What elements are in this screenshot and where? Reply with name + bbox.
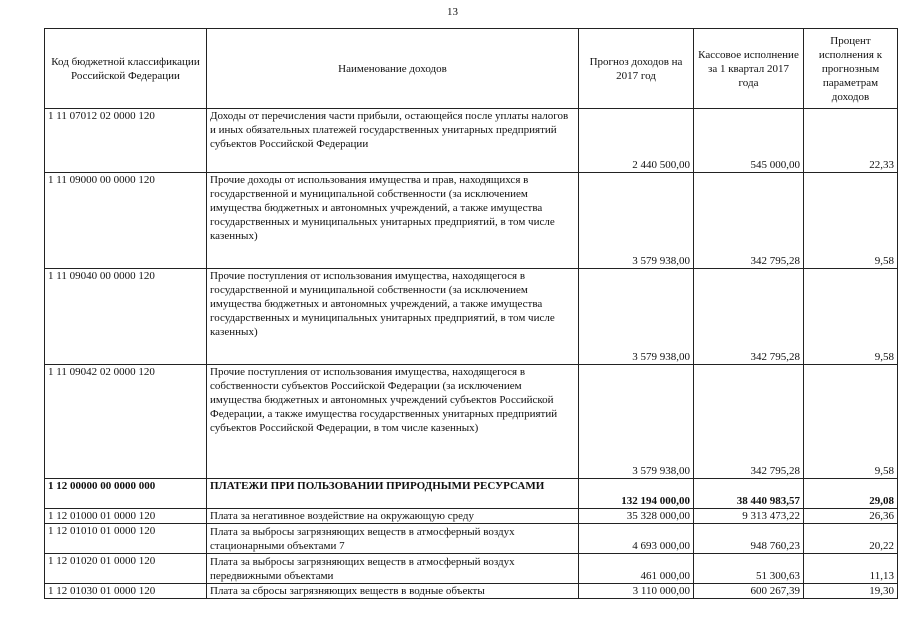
table-row [45, 479, 898, 509]
code-cell: 1 12 01030 01 0000 120 [45, 584, 207, 599]
actual-cell: 9 313 473,22 [694, 509, 804, 524]
header-forecast: Прогноз доходов на 2017 год [579, 29, 694, 109]
header-actual: Кассовое исполнение за 1 квартал 2017 года [694, 29, 804, 109]
actual-cell: 38 440 983,57 [694, 479, 804, 509]
percent-cell: 11,13 [804, 554, 898, 584]
percent-cell: 26,36 [804, 509, 898, 524]
percent-cell: 9,58 [804, 269, 898, 365]
code-cell: 1 12 00000 00 0000 000 [45, 479, 207, 509]
code-cell: 1 12 01020 01 0000 120 [45, 554, 207, 584]
name-cell: Прочие поступления от использования имущества, находящегося в собственности субъектов Российской Федерации (за исключением имущества бюджетных и автономных учреждений субъектов Российской Федерации, а также имущества государственных унитарных предприятий субъектов Российской Федерации, в том числе казенных) [207, 365, 579, 479]
code-cell: 1 11 09042 02 0000 120 [45, 365, 207, 479]
actual-cell: 342 795,28 [694, 365, 804, 479]
page-number: 13 [447, 6, 458, 18]
name-cell: Доходы от перечисления части прибыли, остающейся после уплаты налогов и иных обязательных платежей государственных унитарных предприятий субъектов Российской Федерации [207, 109, 579, 173]
code-cell: 1 12 01000 01 0000 120 [45, 509, 207, 524]
table-row [45, 509, 898, 524]
forecast-cell: 3 110 000,00 [579, 584, 694, 599]
header-code: Код бюджетной классификации Российской Федерации [45, 29, 207, 109]
percent-cell: 20,22 [804, 524, 898, 554]
name-cell: Прочие поступления от использования имущества, находящегося в государственной и муниципальной собственности (за исключением имущества бюджетных и автономных учреждений, а также имущества государственных и муниципальных унитарных предприятий, в том числе казенных) [207, 269, 579, 365]
table-row [45, 269, 898, 365]
header-name: Наименование доходов [207, 29, 579, 109]
table-row [45, 109, 898, 173]
name-cell: Плата за сбросы загрязняющих веществ в водные объекты [207, 584, 579, 599]
code-cell: 1 11 09040 00 0000 120 [45, 269, 207, 365]
forecast-cell: 132 194 000,00 [579, 479, 694, 509]
name-cell: ПЛАТЕЖИ ПРИ ПОЛЬЗОВАНИИ ПРИРОДНЫМИ РЕСУРСАМИ [207, 479, 579, 509]
actual-cell: 948 760,23 [694, 524, 804, 554]
actual-cell: 342 795,28 [694, 173, 804, 269]
actual-cell: 545 000,00 [694, 109, 804, 173]
table-body [45, 109, 898, 599]
name-cell: Плата за негативное воздействие на окружающую среду [207, 509, 579, 524]
percent-cell: 9,58 [804, 365, 898, 479]
forecast-cell: 461 000,00 [579, 554, 694, 584]
name-cell: Плата за выбросы загрязняющих веществ в атмосферный воздух стационарными объектами 7 [207, 524, 579, 554]
forecast-cell: 35 328 000,00 [579, 509, 694, 524]
code-cell: 1 12 01010 01 0000 120 [45, 524, 207, 554]
actual-cell: 51 300,63 [694, 554, 804, 584]
table-row [45, 554, 898, 584]
percent-cell: 22,33 [804, 109, 898, 173]
name-cell: Плата за выбросы загрязняющих веществ в атмосферный воздух передвижными объектами [207, 554, 579, 584]
table-row [45, 584, 898, 599]
forecast-cell: 3 579 938,00 [579, 365, 694, 479]
code-cell: 1 11 07012 02 0000 120 [45, 109, 207, 173]
forecast-cell: 2 440 500,00 [579, 109, 694, 173]
forecast-cell: 3 579 938,00 [579, 173, 694, 269]
table-row [45, 524, 898, 554]
forecast-cell: 3 579 938,00 [579, 269, 694, 365]
percent-cell: 19,30 [804, 584, 898, 599]
percent-cell: 29,08 [804, 479, 898, 509]
table-header-row [45, 29, 898, 109]
actual-cell: 342 795,28 [694, 269, 804, 365]
forecast-cell: 4 693 000,00 [579, 524, 694, 554]
revenue-table [44, 28, 898, 599]
actual-cell: 600 267,39 [694, 584, 804, 599]
header-percent: Процент исполнения к прогнозным параметрам доходов [804, 29, 898, 109]
table-row [45, 365, 898, 479]
percent-cell: 9,58 [804, 173, 898, 269]
name-cell: Прочие доходы от использования имущества и прав, находящихся в государственной и муниципальной собственности (за исключением имущества бюджетных и автономных учреждений, а также имущества государственных и муниципальных унитарных предприятий, в том числе казенных) [207, 173, 579, 269]
table-row [45, 173, 898, 269]
code-cell: 1 11 09000 00 0000 120 [45, 173, 207, 269]
